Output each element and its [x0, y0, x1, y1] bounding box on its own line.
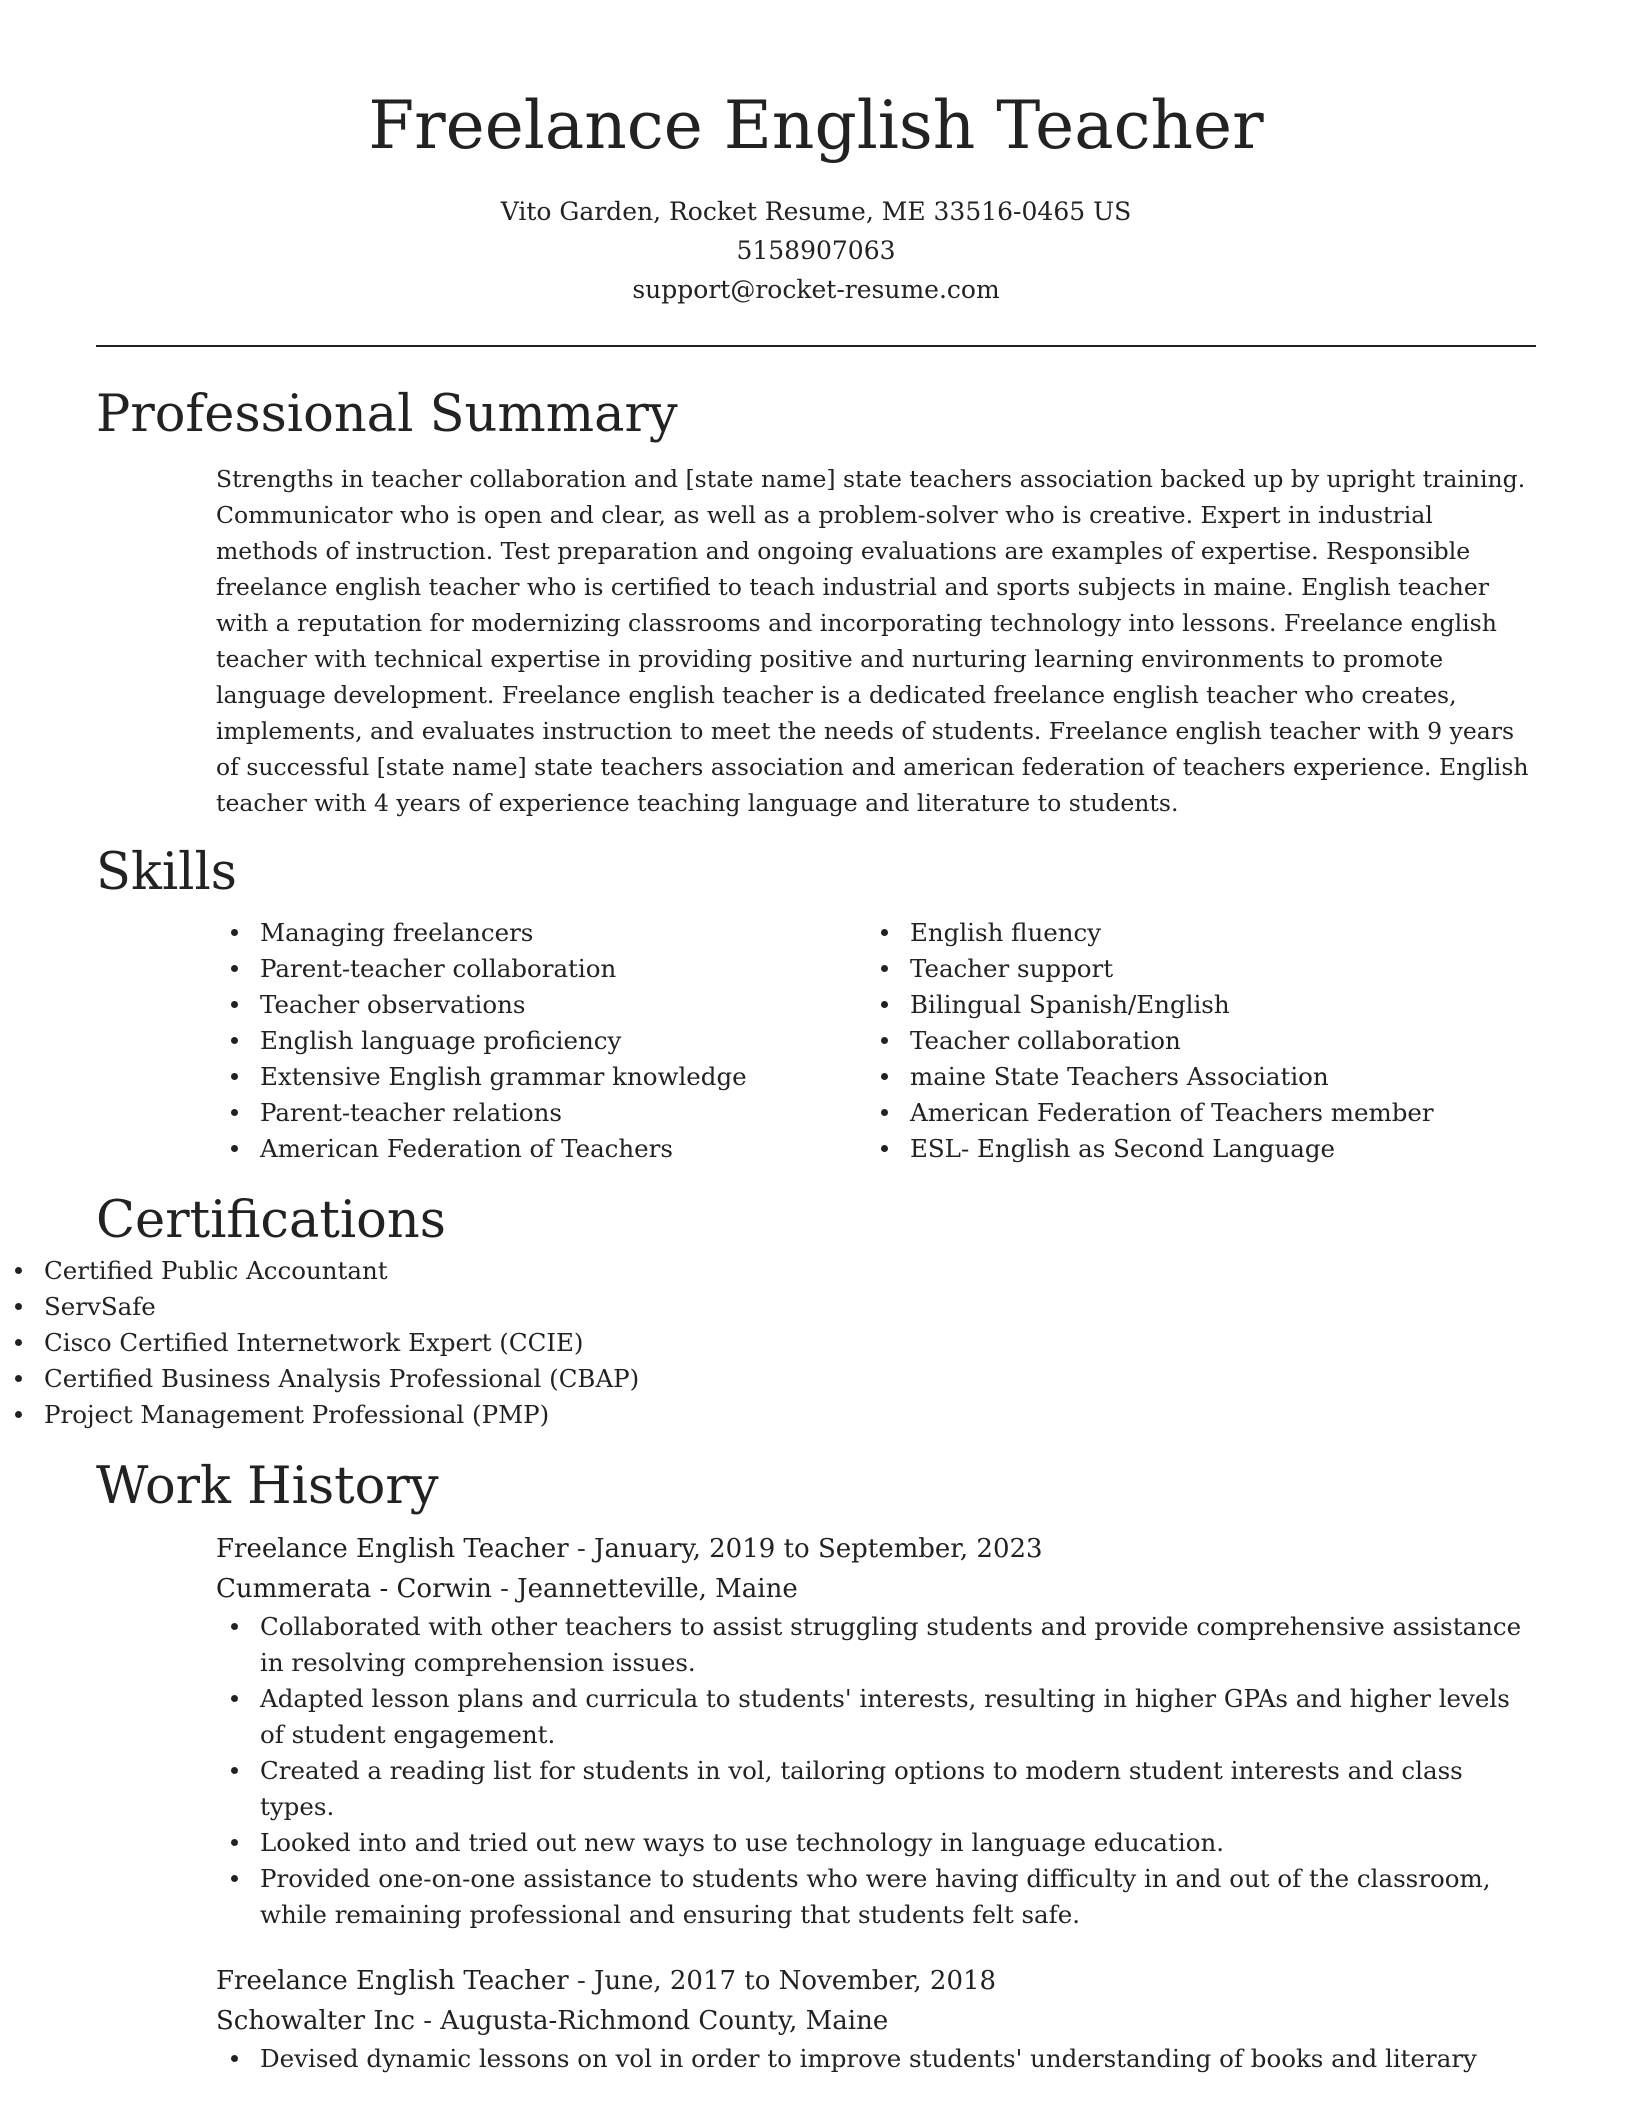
job-title-line — [216, 1961, 1536, 2001]
job-location: Jeannetteville, Maine — [517, 1574, 798, 1604]
skill-item: ESL- English as Second Language — [866, 1131, 1516, 1167]
skills-heading: Skills — [96, 843, 237, 902]
summary-text: Strengths in teacher collaboration and [state name] state teachers association backed up by upright training. Communicator who is open and clear, as well as a problem-solver who is creative. Expert in industrial methods of instruction. Test preparation and ongoing evaluations are examples of expertise. Responsible freelance english teacher who is certified to teach industrial and sports subjects in maine. English teacher with a reputation for modernizing classrooms and incorporating technology into lessons. Freelance english teacher with technical expertise in providing positive and nurturing learning environments to promote language development. Freelance english teacher is a dedicated freelance english teacher who creates, implements, and evaluates instruction to meet the needs of students. Freelance english teacher with 9 years of successful [state name] state teachers association and american federation of teachers experience. English teacher with 4 years of experience teaching language and literature to students. — [216, 465, 1529, 817]
skill-item: American Federation of Teachers member — [866, 1095, 1516, 1131]
skill-item: Teacher collaboration — [866, 1023, 1516, 1059]
job-bullet: Looked into and tried out new ways to use technology in language education. — [216, 1825, 1536, 1861]
contact-email: support@rocket-resume.com — [632, 275, 1000, 304]
certification-item: Project Management Professional (PMP) — [0, 1397, 1632, 1433]
job-company-line — [216, 2001, 1536, 2041]
skills-list-right — [866, 915, 1516, 1167]
skill-item: Managing freelancers — [216, 915, 866, 951]
job-location: Augusta-Richmond County, Maine — [440, 2006, 889, 2036]
skill-item: English fluency — [866, 915, 1516, 951]
skills-list-left — [216, 915, 866, 1167]
skills-section — [0, 841, 1632, 1167]
skill-item: Parent-teacher collaboration — [216, 951, 866, 987]
summary-section — [0, 383, 1632, 821]
certification-item: Cisco Certified Internetwork Expert (CCIE) — [0, 1325, 1632, 1361]
job-bullets — [216, 1609, 1536, 1933]
job-entry — [216, 1529, 1536, 1933]
certifications-list — [0, 1253, 1632, 1433]
skill-item: Parent-teacher relations — [216, 1095, 866, 1131]
job-company-line — [216, 1569, 1536, 1609]
certification-item: ServSafe — [0, 1289, 1632, 1325]
job-company: Cummerata - Corwin — [216, 1574, 492, 1604]
skill-item: English language proficiency — [216, 1023, 866, 1059]
header-divider — [96, 345, 1536, 347]
contact-block — [0, 192, 1632, 309]
contact-phone: 5158907063 — [736, 236, 896, 265]
job-title: Freelance English Teacher — [216, 1534, 569, 1564]
skill-item: Extensive English grammar knowledge — [216, 1059, 866, 1095]
job-title-line — [216, 1529, 1536, 1569]
certifications-heading: Certifications — [96, 1191, 446, 1250]
job-company: Schowalter Inc — [216, 2006, 415, 2036]
skills-columns — [216, 915, 1536, 1167]
skill-item: Teacher support — [866, 951, 1516, 987]
work-history-section — [0, 1455, 1632, 2077]
job-dates: January, 2019 to September, 2023 — [594, 1534, 1043, 1564]
job-bullets — [216, 2041, 1536, 2077]
job-bullet: Provided one-on-one assistance to students who were having difficulty in and out of the classroom, while remaining professional and ensuring that students felt safe. — [216, 1861, 1536, 1933]
certification-item: Certified Public Accountant — [0, 1253, 1632, 1289]
job-bullet: Devised dynamic lessons on vol in order to improve students' understanding of books and literary — [216, 2041, 1536, 2077]
resume-header — [0, 0, 1632, 309]
skill-item: Bilingual Spanish/English — [866, 987, 1516, 1023]
contact-address: Vito Garden, Rocket Resume, ME 33516-0465 US — [500, 197, 1132, 226]
job-bullet: Adapted lesson plans and curricula to students' interests, resulting in higher GPAs and higher levels of student engagement. — [216, 1681, 1536, 1753]
summary-heading: Professional Summary — [96, 385, 678, 444]
job-entry — [216, 1961, 1536, 2077]
candidate-name: Freelance English Teacher — [368, 87, 1264, 164]
job-separator: - — [576, 1966, 595, 1996]
job-bullet: Collaborated with other teachers to assist struggling students and provide comprehensive assistance in resolving comprehension issues. — [216, 1609, 1536, 1681]
job-title: Freelance English Teacher — [216, 1966, 569, 1996]
certification-item: Certified Business Analysis Professional (CBAP) — [0, 1361, 1632, 1397]
work-history-heading: Work History — [96, 1457, 439, 1516]
job-separator: - — [423, 2006, 441, 2036]
skill-item: maine State Teachers Association — [866, 1059, 1516, 1095]
skill-item: American Federation of Teachers — [216, 1131, 866, 1167]
job-dates: June, 2017 to November, 2018 — [594, 1966, 997, 1996]
job-separator: - — [576, 1534, 595, 1564]
job-bullet: Created a reading list for students in vol, tailoring options to modern student interests and class types. — [216, 1753, 1536, 1825]
certifications-section — [0, 1189, 1632, 1433]
skill-item: Teacher observations — [216, 987, 866, 1023]
job-separator: - — [500, 1574, 518, 1604]
